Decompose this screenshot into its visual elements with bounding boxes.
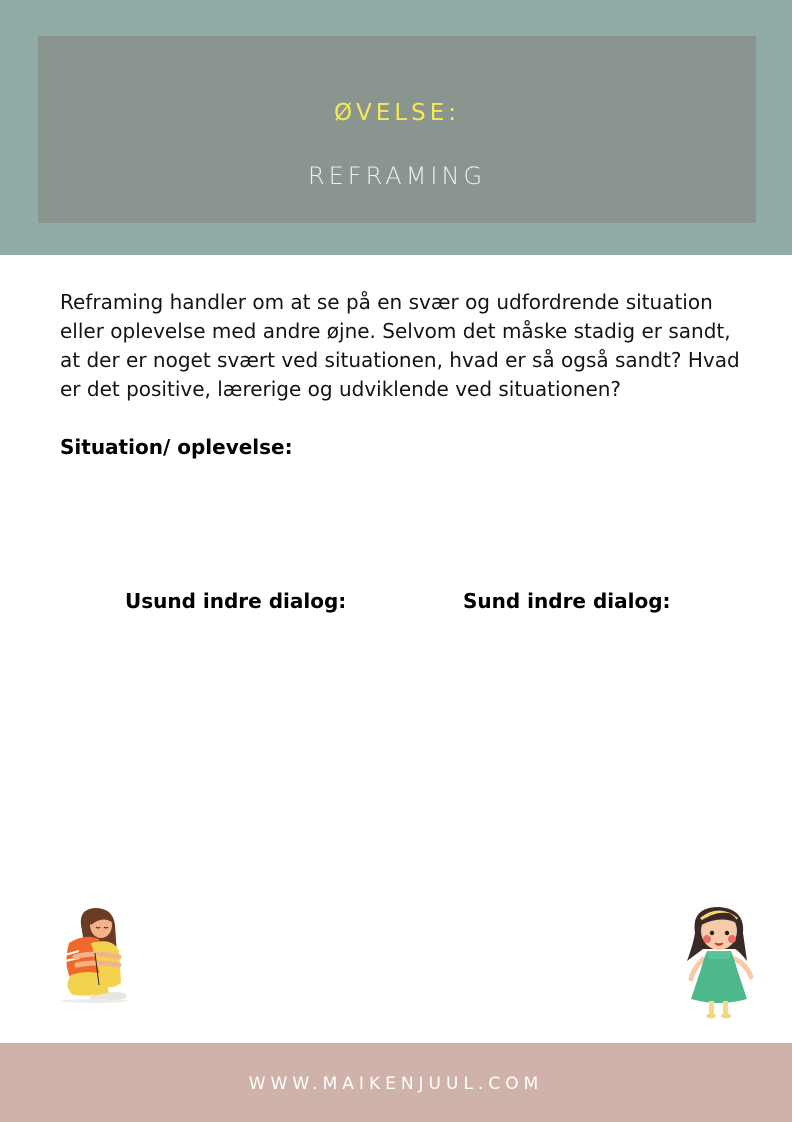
header-band [0, 0, 792, 255]
footer-band [0, 1043, 792, 1122]
happy-girl-illustration [677, 903, 759, 1021]
unhealthy-dialog-label: Usund indre dialog: [125, 589, 347, 613]
exercise-kicker: ØVELSE: [333, 100, 461, 126]
intro-paragraph: Reframing handler om at se på en svær og udfordrende situation eller oplevelse med andre øjne. Selvom det måske stadig er sandt, at der er noget svært ved situationen, hvad er så også sandt? Hvad er det positive, lærerige og udviklende ved situationen? [60, 290, 740, 401]
title-box [38, 36, 756, 223]
website-url: WWW.MAIKENJUUL.COM [248, 1074, 544, 1094]
sad-girl-illustration [55, 903, 137, 1003]
situation-label: Situation/ oplevelse: [60, 435, 293, 459]
healthy-dialog-label: Sund indre dialog: [463, 589, 671, 613]
page-title: REFRAMING [307, 162, 487, 190]
